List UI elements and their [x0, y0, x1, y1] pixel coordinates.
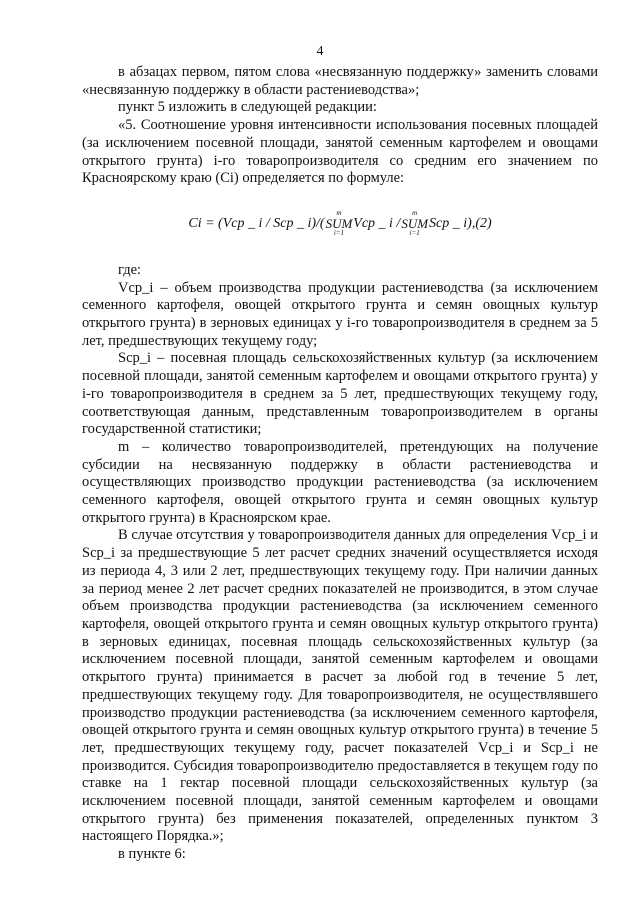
sum-upper-limit: m [336, 209, 342, 218]
sum-operator-2 [401, 210, 428, 237]
sum-lower-limit: i=1 [409, 229, 420, 238]
sum-symbol: SUM [401, 216, 429, 232]
formula-ci [82, 192, 598, 256]
sum-lower-limit: i=1 [333, 229, 344, 238]
page-number: 4 [316, 44, 324, 59]
definition-vcp: Vcp_i – объем производства продукции растениеводства (за исключением семенного картофеля, овощей открытого грунта и семян овощных культур открытого грунта) в зерновых единицах у i-го товаропроизводителя в среднем за 5 лет, предшествующих текущему году; [82, 279, 598, 349]
sum-upper-limit: m [412, 209, 418, 218]
formula-lhs: Ci = (Vcp _ i / Scp _ i)/( [188, 216, 325, 232]
definition-m: m – количество товаропроизводителей, претендующих на получение субсидии на несвязанную поддержку в области растениеводства и осуществляющих производство продукции растениеводства (за исключением семенного картофеля, овощей открытого грунта и семян овощных культур открытого грунта) в Красноярском крае. [82, 438, 598, 526]
paragraph-missing-data: В случае отсутствия у товаропроизводителя данных для определения Vcp_i и Scp_i за предшествующие 5 лет расчет средних значений осуществляется исходя из периода 4, 3 или 2 лет, предшествующих текущему году. При наличии данных за период менее 2 лет расчет средних показателей не производится, в этом случае объем производства продукции растениеводства (за исключением семенного картофеля, овощей открытого грунта и семян овощных культур открытого грунта) в зерновых единицах, посевная площадь сельскохозяйственных культур (за исключением посевной площади, занятой семенным картофелем и овощами открытого грунта) принимается в расчет за любой год в течение 5 лет, предшествующих текущему году. Для товаропроизводителя, не осуществлявшего производство продукции растениеводства (за исключением семенного картофеля, овощей открытого грунта и семян овощных культур открытого грунта) в течение 5 лет, предшествующих текущему году, расчет показателей Vcp_i и Scp_i не производится. Субсидия товаропроизводителю предоставляется в текущем году по ставке на 1 гектар посевной площади сельскохозяйственных культур (за исключением посевной площади, занятой семенным картофелем и овощами открытого грунта) без применения показателей, определенных пунктом 3 настоящего Порядка.»; [82, 527, 598, 845]
paragraph-amend-abzac: в абзацах первом, пятом слова «несвязанную поддержку» заменить словами «несвязанную поддержку в области растениеводства»; [82, 64, 598, 98]
definitions-label: где: [118, 261, 142, 278]
sum-symbol: SUM [325, 216, 353, 232]
sum-operator-1 [326, 210, 353, 237]
formula-mid: Vcp _ i / [353, 216, 401, 232]
definition-scp: Scp_i – посевная площадь сельскохозяйственных культур (за исключением посевной площади, занятой семенным картофелем и овощами открытого грунта) у i-го товаропроизводителя в среднем за 5 лет, предшествующих текущему году, соответствующая данным, представленным товаропроизводителем в органы государственной статистики; [82, 350, 598, 438]
document-body [82, 64, 598, 864]
paragraph-punkt6: в пункте 6: [118, 846, 186, 863]
paragraph-punkt5-text: «5. Соотношение уровня интенсивности использования посевных площадей (за исключением посевной площади, занятой семенным картофелем и овощами открытого грунта) i-го товаропроизводителя со средним его значением по Красноярскому краю (Ci) определяется по формуле: [82, 117, 598, 187]
formula-tail: Scp _ i),(2) [429, 216, 492, 232]
paragraph-punkt5-intro: пункт 5 изложить в следующей редакции: [118, 99, 377, 116]
